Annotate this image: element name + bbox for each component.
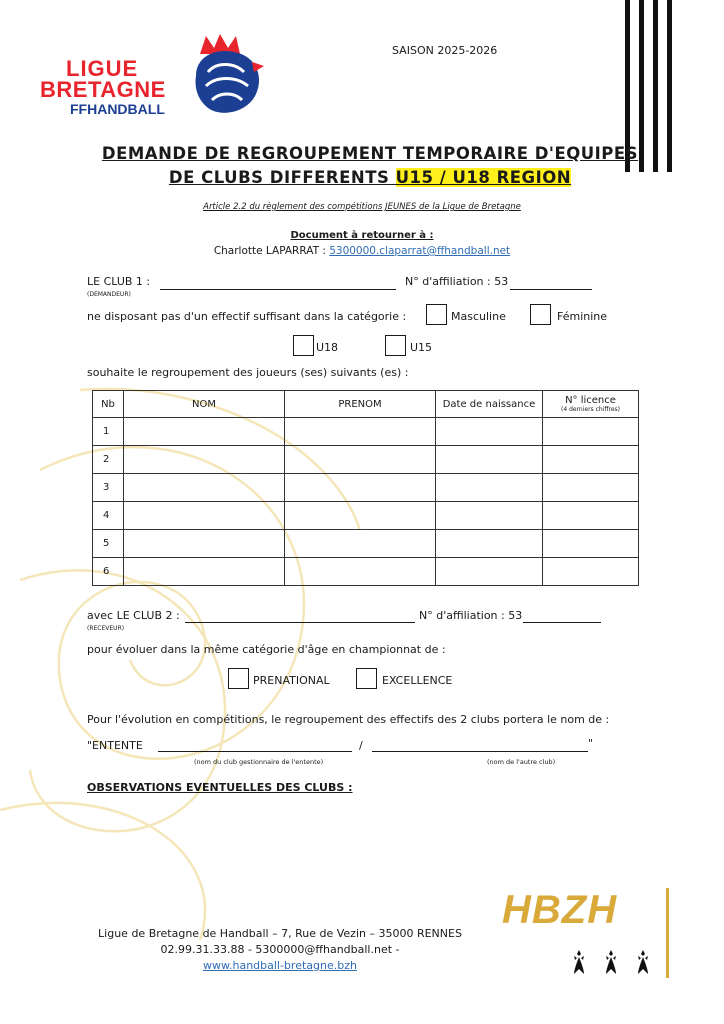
checkbox-feminine[interactable] [530, 304, 551, 325]
row-number: 3 [93, 474, 124, 502]
header-licence [543, 391, 639, 418]
cell-nom[interactable] [124, 502, 285, 530]
footer-website-link[interactable]: www.handball-bretagne.bzh [203, 959, 357, 972]
entente-label: "ENTENTE [87, 739, 143, 752]
cell-prenom[interactable] [285, 530, 436, 558]
observations-heading: OBSERVATIONS EVENTUELLES DES CLUBS : [87, 781, 353, 794]
form-title-line1: DEMANDE DE REGROUPEMENT TEMPORAIRE D'EQUIPES [101, 144, 639, 163]
checkbox-excellence[interactable] [356, 668, 377, 689]
logo-line-ffhandball: FFHANDBALL [70, 101, 165, 117]
hbzh-logo: HBZH [502, 888, 618, 932]
footer-address: Ligue de Bretagne de Handball – 7, Rue de Vezin – 35000 RENNES [98, 927, 462, 940]
souhaite-text: souhaite le regroupement des joueurs (ses) suivants (es) : [87, 366, 409, 379]
checkbox-u18[interactable] [293, 335, 314, 356]
cell-prenom[interactable] [285, 558, 436, 586]
checkbox-u15[interactable] [385, 335, 406, 356]
table-row [93, 474, 639, 502]
header-nb: Nb [93, 391, 124, 418]
club2-name-field[interactable] [185, 622, 415, 623]
category-highlight: U15 / U18 REGION [395, 168, 572, 187]
return-label: Document à retourner à : [290, 230, 434, 241]
club1-name-field[interactable] [160, 289, 396, 290]
ermine-icon [636, 950, 650, 974]
cell-licence[interactable] [543, 502, 639, 530]
club2-label: avec LE CLUB 2 : [87, 609, 180, 622]
return-contact-name: Charlotte LAPARRAT : [213, 245, 330, 257]
header-licence-title: N° licence [565, 394, 616, 406]
table-row [93, 446, 639, 474]
cell-prenom[interactable] [285, 418, 436, 446]
label-u15: U15 [410, 341, 433, 354]
table-row [93, 418, 639, 446]
header-licence-sub: (4 derniers chiffres) [561, 405, 620, 413]
row-number: 4 [93, 502, 124, 530]
brand-divider [666, 888, 669, 978]
label-prenational: PRENATIONAL [253, 674, 330, 687]
header-prenom: PRENOM [285, 391, 436, 418]
cell-licence[interactable] [543, 418, 639, 446]
footer-contact: 02.99.31.33.88 - 5300000@ffhandball.net - [160, 943, 400, 956]
cell-nom[interactable] [124, 558, 285, 586]
return-contact [0, 245, 724, 257]
evoluer-text: pour évoluer dans la même catégorie d'âge en championnat de : [87, 643, 446, 656]
label-feminine: Féminine [557, 310, 608, 323]
checkbox-masculine[interactable] [426, 304, 447, 325]
ermine-icon [604, 950, 618, 974]
label-u18: U18 [316, 341, 339, 354]
cell-date[interactable] [436, 502, 543, 530]
form-title-line2-prefix: DE CLUBS DIFFERENTS [168, 168, 396, 187]
cell-nom[interactable] [124, 446, 285, 474]
header-date-naissance: Date de naissance [436, 391, 543, 418]
cell-prenom[interactable] [285, 474, 436, 502]
row-number: 6 [93, 558, 124, 586]
cell-licence[interactable] [543, 474, 639, 502]
row-number: 1 [93, 418, 124, 446]
players-table [92, 390, 639, 586]
table-row [93, 558, 639, 586]
cell-licence[interactable] [543, 558, 639, 586]
cell-nom[interactable] [124, 418, 285, 446]
entente-sublabel1: (nom du club gestionnaire de l'entente) [194, 758, 324, 766]
label-masculine: Masculine [451, 310, 506, 323]
evolution-text: Pour l'évolution en compétitions, le regroupement des effectifs des 2 clubs portera le nom de : [87, 713, 610, 726]
cell-licence[interactable] [543, 530, 639, 558]
label-excellence: EXCELLENCE [382, 674, 453, 687]
return-email-link[interactable]: 5300000.claparrat@ffhandball.net [329, 245, 511, 257]
article-reference: Article 2.2 du règlement des compétitions JEUNES de la Ligue de Bretagne [203, 202, 521, 212]
cell-date[interactable] [436, 558, 543, 586]
entente-close-quote: " [588, 737, 594, 750]
entente-club2-field[interactable] [372, 751, 588, 752]
cell-prenom[interactable] [285, 502, 436, 530]
cell-nom[interactable] [124, 474, 285, 502]
cell-date[interactable] [436, 446, 543, 474]
form-title-line2 [100, 166, 640, 189]
row-number: 2 [93, 446, 124, 474]
cell-nom[interactable] [124, 530, 285, 558]
club1-affiliation-label: N° d'affiliation : 53 [405, 275, 509, 288]
logo-line-ligue: LIGUE [66, 56, 139, 81]
season-label: SAISON 2025-2026 [392, 44, 498, 57]
row-number: 5 [93, 530, 124, 558]
ermine-icon [572, 950, 586, 974]
cell-date[interactable] [436, 474, 543, 502]
header-nom: NOM [124, 391, 285, 418]
cell-date[interactable] [436, 418, 543, 446]
league-logo-text [40, 58, 166, 118]
table-row [93, 530, 639, 558]
entente-slash: / [359, 739, 363, 752]
club1-sublabel: (DEMANDEUR) [87, 291, 131, 298]
entente-club1-field[interactable] [158, 751, 352, 752]
logo-line-bretagne: BRETAGNE [40, 77, 166, 102]
club1-label: LE CLUB 1 : [87, 275, 151, 288]
effectif-text: ne disposant pas d'un effectif suffisant dans la catégorie : [87, 310, 407, 323]
table-header-row [93, 391, 639, 418]
cell-prenom[interactable] [285, 446, 436, 474]
table-row [93, 502, 639, 530]
club1-affiliation-field[interactable] [510, 289, 592, 290]
club2-affiliation-label: N° d'affiliation : 53 [419, 609, 523, 622]
cell-licence[interactable] [543, 446, 639, 474]
entente-sublabel2: (nom de l'autre club) [487, 758, 556, 766]
checkbox-prenational[interactable] [228, 668, 249, 689]
rooster-emblem-icon [186, 32, 266, 118]
club2-sublabel: (RECEVEUR) [87, 625, 125, 632]
footer-website-line [40, 958, 520, 974]
club2-affiliation-field[interactable] [523, 622, 601, 623]
cell-date[interactable] [436, 530, 543, 558]
